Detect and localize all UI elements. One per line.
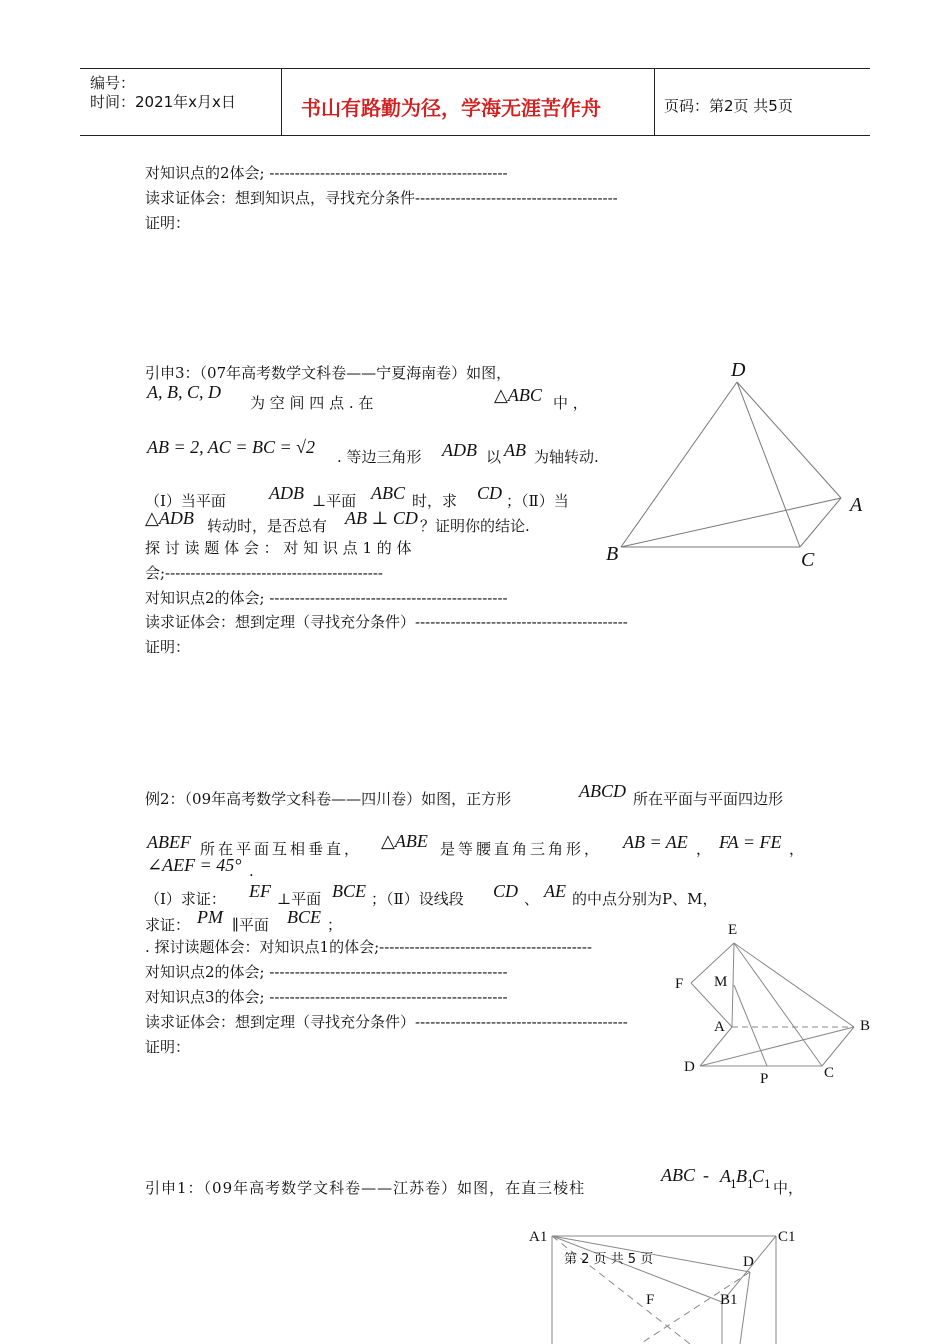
header-bottom-rule (80, 135, 870, 136)
fig3-label-b1: B1 (720, 1292, 738, 1308)
yinshen3-tri-abc: △ABC (494, 385, 542, 405)
example2-tri-abe: △ABE (381, 831, 428, 851)
yinshen1-prism-c1-sub: 1 (764, 1178, 771, 1191)
example2-k1: . 探讨读题体会：对知识点1的体会;------------------------------------------ (145, 938, 593, 956)
fig3-label-a1: A1 (529, 1229, 548, 1245)
yinshen1-prism-a1: A (720, 1166, 731, 1186)
fig2-label-f: F (675, 976, 684, 992)
yinshen3-q1-cd: CD (477, 483, 503, 503)
fig1-label-b: B (606, 543, 619, 565)
fig2-label-p: P (760, 1071, 769, 1087)
header-page-info: 页码：第2页 共5页 (664, 97, 793, 115)
yinshen3-lengths-text: . 等边三角形 (337, 448, 422, 466)
header-divider-right (654, 68, 655, 136)
fig2-label-d: D (684, 1059, 695, 1075)
example2-line2-a: 所在平面互相垂直， (200, 840, 363, 858)
example2-line2-b: 是等腰直角三角形， (440, 840, 603, 858)
example2-q1-perp: ⊥平面 (277, 890, 322, 908)
yinshen3-q1-perp: ⊥平面 (312, 492, 357, 510)
yinshen3-axis-text: 为轴转动. (534, 448, 599, 466)
example2-k3: 对知识点3的体会; ----------------------------------------------- (145, 988, 508, 1006)
yinshen1-prism-c1: C (752, 1166, 765, 1186)
example2-intro: 例2：（09年高考数学文科卷——四川卷）如图，正方形 (145, 790, 512, 808)
yinshen3-zhong: 中 ， (553, 394, 588, 412)
header-motto: 书山有路勤为径，学海无涯苦作舟 (301, 96, 601, 120)
fig1-label-d: D (731, 359, 746, 381)
yinshen3-q1-prefix: （Ⅰ）当平面 (145, 492, 226, 510)
example2-cd: CD (493, 881, 519, 901)
example2-intro-tail: 所在平面与平面四边形 (633, 790, 784, 808)
yinshen3-points-math: A, B, C, D (147, 382, 221, 402)
yinshen3-q1-abc: ABC (371, 483, 405, 503)
example2-dot: . (249, 862, 254, 880)
fig2-label-a: A (714, 1019, 725, 1035)
fig2-label-c: C (824, 1065, 835, 1081)
header-divider-left (281, 68, 282, 136)
example2-q1-prefix: （Ⅰ）求证： (145, 890, 226, 908)
example2-eq1: AB = AE (623, 832, 688, 852)
fig3-label-d: D (743, 1254, 754, 1270)
yinshen3-ab: AB (504, 440, 526, 460)
example2-ef: EF (249, 881, 271, 901)
example2-k2: 对知识点2的体会; ----------------------------------------------- (145, 963, 508, 981)
yinshen1-prism-abc: ABC (661, 1165, 695, 1185)
yinshen1-prism-b1: B (736, 1166, 747, 1186)
yinshen3-adb: ADB (442, 440, 477, 460)
yinshen1-zhong: 中， (773, 1179, 804, 1197)
example2-comma1: ， (696, 840, 712, 858)
yinshen1-intro: 引申1：（09年高考数学文科卷——江苏卷）如图，在直三棱柱 (145, 1179, 586, 1197)
example2-ae: AE (544, 881, 566, 901)
fig3-label-f: F (646, 1292, 655, 1308)
yinshen1-prism-dash: - (703, 1165, 709, 1185)
example2-proof-idea: 读求证体会：想到定理（寻找充分条件）------------------------------------------ (145, 1013, 628, 1031)
example2-comma2: ， (789, 840, 805, 858)
yinshen1-prism-b1-sub: 1 (747, 1178, 754, 1191)
example2-parallel: ∥平面 (232, 916, 269, 934)
yinshen3-q2-tri: △ADB (145, 508, 194, 528)
header-top-rule (80, 68, 870, 69)
yinshen1-prism-a1-sub: 1 (730, 1178, 737, 1191)
fig1-label-a: A (850, 494, 863, 516)
example2-pm: PM (197, 907, 223, 927)
yinshen3-intro: 引申3：（07年高考数学文科卷——宁夏海南卷）如图， (145, 364, 512, 382)
example2-dun: 、 (524, 890, 540, 908)
fig2-label-b: B (860, 1018, 871, 1034)
example2-q2-tail: 的中点分别为P、M， (572, 890, 718, 908)
yinshen3-k2: 对知识点2的体会; ----------------------------------------------- (145, 589, 508, 607)
yinshen3-q1-adb: ADB (269, 483, 304, 503)
yinshen3-q2-prefix: ；（Ⅱ）当 (506, 492, 569, 510)
example2-abcd: ABCD (579, 781, 626, 801)
yinshen3-q2-suffix: ？证明你的结论. (420, 517, 530, 535)
yinshen3-points-text: 为 空 间 四 点 . 在 (250, 394, 374, 412)
fig2-label-e: E (728, 922, 738, 938)
yinshen3-k1-label: 探 讨 读 题 体 会 ： 对 知 识 点 1 的 体 (145, 539, 412, 557)
section-a-line1: 对知识点的2体会; ----------------------------------------------- (145, 164, 508, 182)
fig1-label-c: C (801, 549, 815, 571)
fig2-label-m: M (714, 974, 728, 990)
yinshen3-q2-rel: AB ⊥ CD (345, 508, 418, 528)
example2-q3-prefix: 求证： (145, 916, 191, 934)
yinshen3-lengths-math: AB = 2, AC = BC = √2 (147, 437, 315, 457)
example2-abef: ABEF (147, 832, 191, 852)
yinshen3-proof: 证明： (145, 638, 191, 656)
fig3-label-c1: C1 (778, 1229, 796, 1245)
example2-bce: BCE (332, 881, 366, 901)
section-a-proof: 证明： (145, 214, 191, 232)
yinshen3-yi: 以 (486, 448, 502, 466)
header-time-label: 时间：2021年x月x日 (90, 93, 236, 111)
example2-q2-prefix: ；（Ⅱ）设线段 (371, 890, 464, 908)
example2-eq2: FA = FE (719, 832, 782, 852)
example2-semicolon: ； (327, 916, 343, 934)
example2-angle: ∠AEF = 45° (147, 855, 242, 875)
footer-page-number: 第 2 页 共 5 页 (564, 1252, 654, 1267)
yinshen3-q1-when: 时，求 (412, 492, 458, 510)
yinshen3-q2-text: 转动时，是否总有 (207, 517, 328, 535)
yinshen3-proof-idea: 读求证体会：想到定理（寻找充分条件）------------------------------------------ (145, 613, 628, 631)
example2-proof: 证明： (145, 1038, 191, 1056)
example2-bce2: BCE (287, 907, 321, 927)
section-a-line2: 读求证体会：想到知识点，寻找充分条件---------------------------------------- (145, 189, 618, 207)
header-code-label: 编号： (90, 74, 136, 92)
yinshen3-k1-tail: 会;------------------------------------------- (145, 564, 383, 582)
